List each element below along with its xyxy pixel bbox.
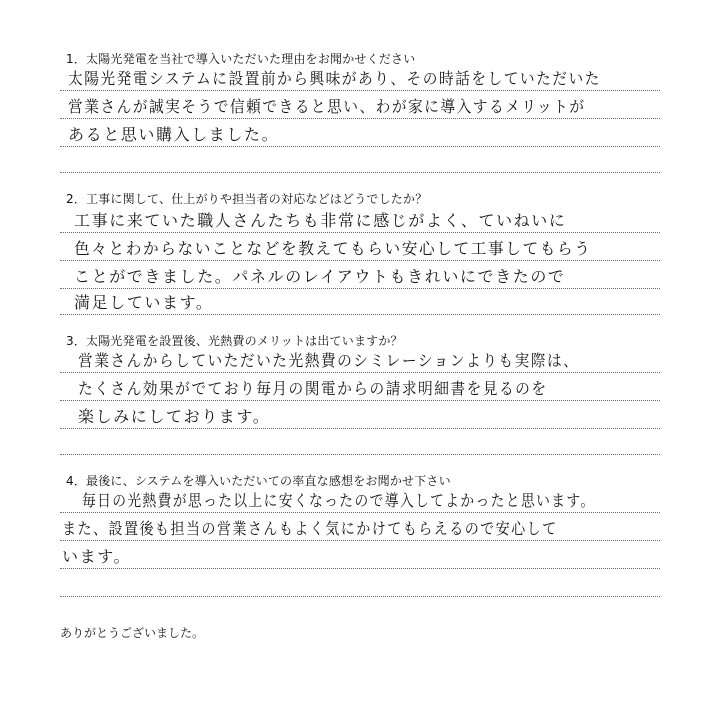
question-3-answer-line-3 bbox=[60, 406, 660, 429]
handwritten-answer-text: たくさん効果がでており毎月の関電からの請求明細書を見るのを bbox=[78, 379, 548, 398]
question-1-answer-line-4 bbox=[60, 150, 660, 173]
question-4-answer-line-1 bbox=[60, 490, 660, 513]
handwritten-answer-text: あると思い購入しました。 bbox=[68, 125, 280, 144]
question-2-prompt: 2．工事に関して、仕上がりや担当者の対応などはどうでしたか？ bbox=[66, 192, 428, 206]
question-1-prompt: 1．太陽光発電を当社で導入いただいた理由をお聞かせください bbox=[66, 52, 416, 66]
question-4-answer-line-4 bbox=[60, 574, 660, 597]
handwritten-answer-text: 色々とわからないことなどを教えてもらい安心して工事してもらう bbox=[74, 239, 592, 258]
handwritten-answer-text: います。 bbox=[62, 547, 132, 566]
handwritten-answer-text: 楽しみにしております。 bbox=[78, 407, 271, 426]
question-2-answer-line-1 bbox=[60, 210, 660, 233]
handwritten-answer-text: 満足しています。 bbox=[74, 293, 214, 312]
handwritten-answer-text: 営業さんが誠実そうで信頼できると思い、わが家に導入するメリットが bbox=[68, 97, 586, 116]
handwritten-answer-text: 毎日の光熱費が思った以上に安くなったので導入してよかったと思います。 bbox=[82, 491, 596, 510]
question-1-answer-line-3 bbox=[60, 124, 660, 147]
question-3-answer-line-4 bbox=[60, 432, 660, 455]
question-3-answer-line-1 bbox=[60, 350, 660, 373]
question-4-answer-line-2 bbox=[60, 518, 660, 541]
handwritten-answer-text: 営業さんからしていただいた光熱費のシミレーションよりも実際は、 bbox=[78, 351, 580, 370]
question-2-answer-line-3 bbox=[60, 266, 660, 289]
handwritten-answer-text: 工事に来ていた職人さんたちも非常に感じがよく、ていねいに bbox=[74, 211, 567, 230]
question-1-answer-line-2 bbox=[60, 96, 660, 119]
handwritten-answer-text: ことができました。パネルのレイアウトもきれいにできたので bbox=[74, 267, 566, 286]
closing-thanks: ありがとうございました。 bbox=[60, 626, 205, 640]
question-4-prompt: 4．最後に、システムを導入いただいての率直な感想をお聞かせ下さい bbox=[66, 474, 451, 488]
question-1-answer-line-1 bbox=[60, 68, 660, 91]
question-2-answer-line-4 bbox=[60, 292, 660, 315]
handwritten-answer-text: また、設置後も担当の営業さんもよく気にかけてもらえるので安心して bbox=[62, 519, 558, 538]
question-2-answer-line-2 bbox=[60, 238, 660, 261]
handwritten-answer-text: 太陽光発電システムに設置前から興味があり、その時話をしていただいた bbox=[68, 69, 601, 88]
question-3-answer-line-2 bbox=[60, 378, 660, 401]
question-3-prompt: 3．太陽光発電を設置後、光熱費のメリットは出ていますか？ bbox=[66, 334, 403, 348]
question-4-answer-line-3 bbox=[60, 546, 660, 569]
